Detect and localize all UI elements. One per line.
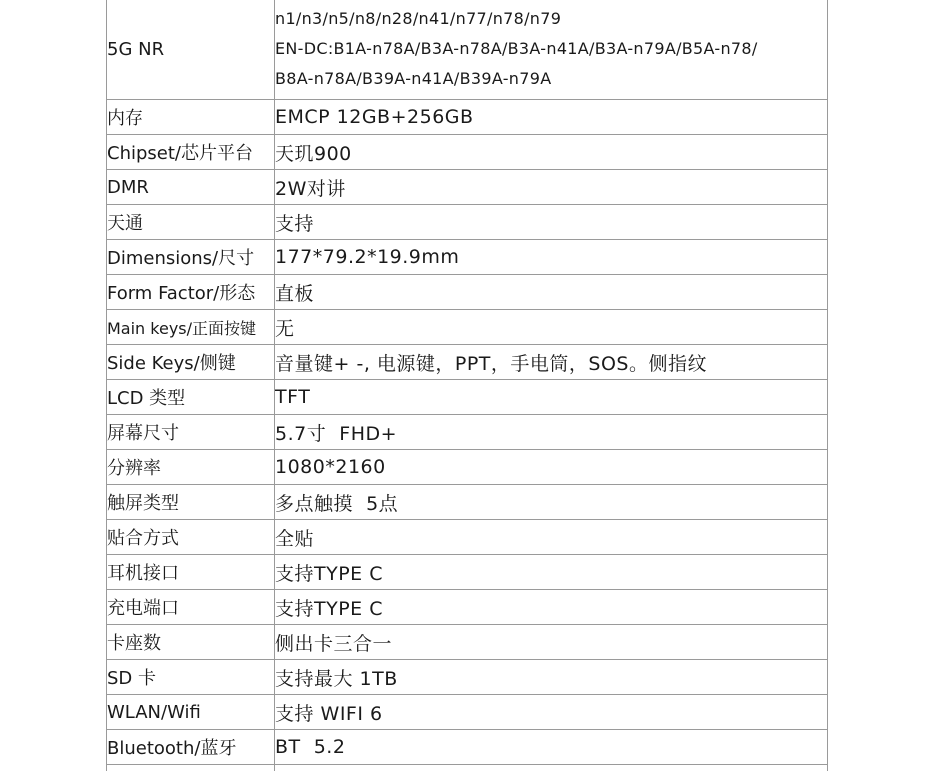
spec-row-side-keys (107, 345, 828, 380)
spec-table (106, 0, 828, 771)
spec-label: LCD 类型 (107, 380, 275, 415)
spec-value-cell (275, 765, 828, 771)
spec-value (275, 0, 828, 100)
spec-row-dimensions (107, 240, 828, 275)
spec-row-wlan (107, 695, 828, 730)
spec-value: 支持 (275, 205, 828, 240)
spec-row-dmr (107, 170, 828, 205)
spec-row-continued (107, 765, 828, 771)
spec-value: 天玑900 (275, 135, 828, 170)
spec-label: WLAN/Wifi (107, 695, 275, 730)
spec-value-line: n1/n3/n5/n8/n28/n41/n77/n78/n79 (275, 4, 827, 34)
spec-row-form-factor (107, 275, 828, 310)
spec-label: DMR (107, 170, 275, 205)
spec-value-line: EN-DC:B1A-n78A/B3A-n78A/B3A-n41A/B3A-n79A/B5A-n78/ (275, 34, 827, 64)
spec-row-memory (107, 100, 828, 135)
spec-value: 音量键+ -, 电源键，PPT，手电筒，SOS。侧指纹 (275, 345, 828, 380)
spec-label-cell (107, 765, 275, 771)
spec-value: 支持 WIFI 6 (275, 695, 828, 730)
spec-value: 多点触摸 5点 (275, 485, 828, 520)
spec-value: 支持最大 1TB (275, 660, 828, 695)
spec-value: 侧出卡三合一 (275, 625, 828, 660)
spec-row-card-slots (107, 625, 828, 660)
spec-value: TFT (275, 380, 828, 415)
spec-row-touch-type (107, 485, 828, 520)
spec-row-main-keys (107, 310, 828, 345)
spec-row-5g-nr (107, 0, 828, 100)
spec-value: 177*79.2*19.9mm (275, 240, 828, 275)
spec-value: 无 (275, 310, 828, 345)
spec-value: 支持TYPE C (275, 555, 828, 590)
spec-value: 5.7寸 FHD+ (275, 415, 828, 450)
spec-value: 2W对讲 (275, 170, 828, 205)
spec-row-sd-card (107, 660, 828, 695)
spec-value-line: B8A-n78A/B39A-n41A/B39A-n79A (275, 64, 827, 94)
spec-row-lamination (107, 520, 828, 555)
spec-label: SD 卡 (107, 660, 275, 695)
spec-label: Side Keys/侧键 (107, 345, 275, 380)
spec-row-bluetooth (107, 730, 828, 765)
spec-label: Form Factor/形态 (107, 275, 275, 310)
spec-value: 1080*2160 (275, 450, 828, 485)
spec-label: Main keys/正面按键 (107, 310, 275, 345)
spec-value: EMCP 12GB+256GB (275, 100, 828, 135)
spec-label: 触屏类型 (107, 485, 275, 520)
spec-label: 5G NR (107, 0, 275, 100)
spec-label: 内存 (107, 100, 275, 135)
spec-row-chipset (107, 135, 828, 170)
spec-label: 卡座数 (107, 625, 275, 660)
spec-row-charging-port (107, 590, 828, 625)
spec-value: 支持TYPE C (275, 590, 828, 625)
spec-row-tiantong (107, 205, 828, 240)
spec-label: 贴合方式 (107, 520, 275, 555)
spec-label: 屏幕尺寸 (107, 415, 275, 450)
spec-value: 全贴 (275, 520, 828, 555)
spec-row-headphone-port (107, 555, 828, 590)
spec-value: 直板 (275, 275, 828, 310)
spec-label: 天通 (107, 205, 275, 240)
spec-label: Bluetooth/蓝牙 (107, 730, 275, 765)
spec-row-lcd-type (107, 380, 828, 415)
spec-value: BT 5.2 (275, 730, 828, 765)
spec-label: 耳机接口 (107, 555, 275, 590)
spec-row-screen-size (107, 415, 828, 450)
spec-label: Chipset/芯片平台 (107, 135, 275, 170)
spec-label: 分辨率 (107, 450, 275, 485)
spec-label: 充电端口 (107, 590, 275, 625)
spec-label: Dimensions/尺寸 (107, 240, 275, 275)
spec-row-resolution (107, 450, 828, 485)
